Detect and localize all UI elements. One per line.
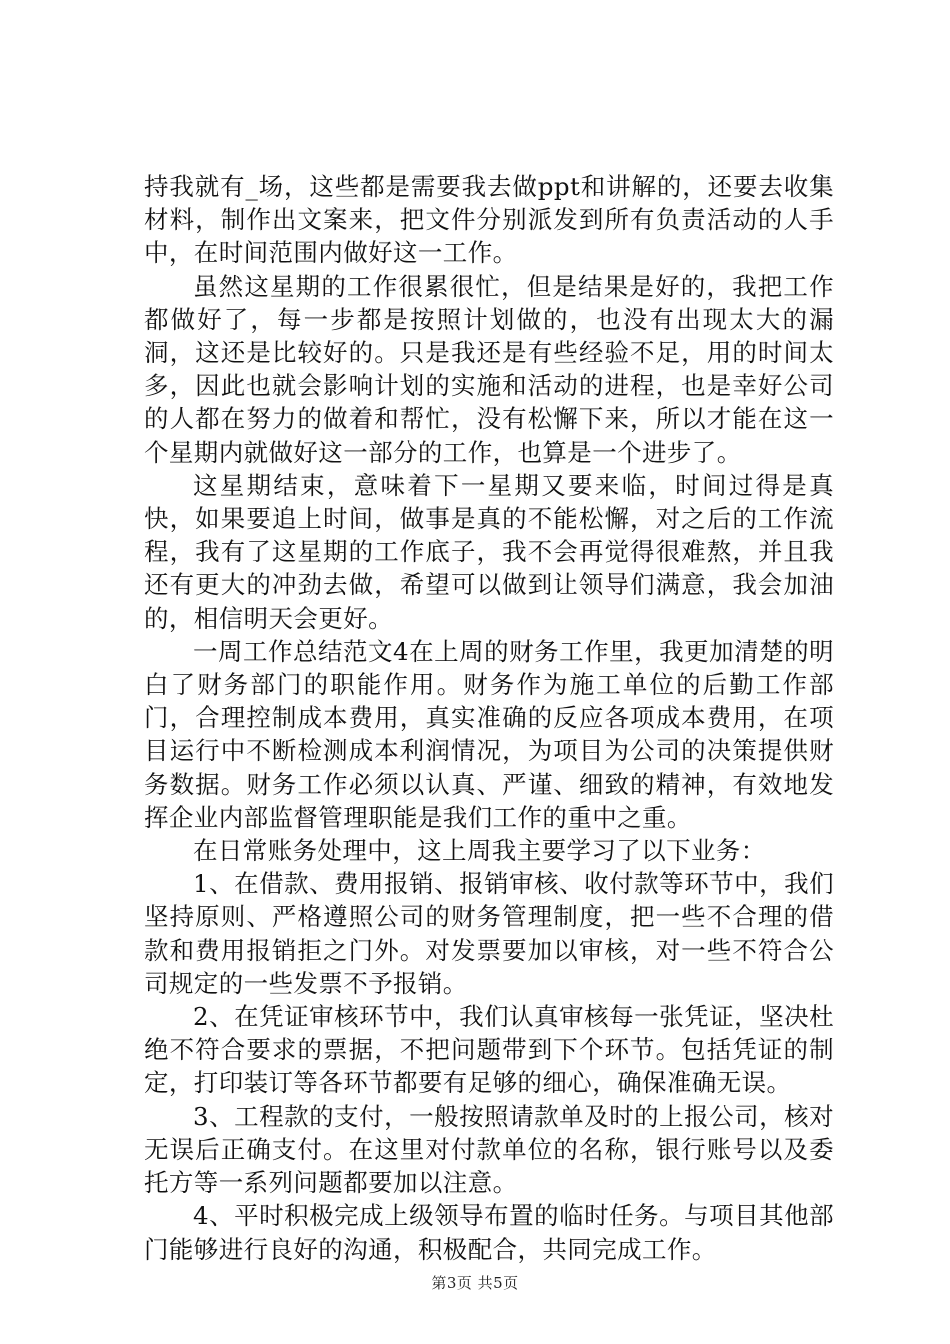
document-body: [144, 170, 834, 1266]
paragraph-9: 4、平时积极完成上级领导布置的临时任务。与项目其他部门能够进行良好的沟通，积极配合，共同完成工作。: [144, 1201, 834, 1264]
paragraph-2: 虽然这星期的工作很累很忙，但是结果是好的，我把工作都做好了，每一步都是按照计划做的，也没有出现太大的漏洞，这还是比较好的。只是我还是有些经验不足，用的时间太多，因此也就会影响计划的实施和活动的进程，也是幸好公司的人都在努力的做着和帮忙，没有松懈下来，所以才能在这一个星期内就做好这一部分的工作，也算是一个进步了。: [144, 271, 834, 467]
paragraph-5: 在日常账务处理中，这上周我主要学习了以下业务：: [193, 836, 766, 866]
paragraph-8: 3、工程款的支付，一般按照请款单及时的上报公司，核对无误后正确支付。在这里对付款单位的名称，银行账号以及委托方等一系列问题都要加以注意。: [144, 1101, 834, 1198]
page-footer: 第3页 共5页: [431, 1274, 519, 1292]
paragraph-3: 这星期结束，意味着下一星期又要来临，时间过得是真快，如果要追上时间，做事是真的不能松懈，对之后的工作流程，我有了这星期的工作底子，我不会再觉得很难熬，并且我还有更大的冲劲去做，希望可以做到让领导们满意，我会加油的，相信明天会更好。: [144, 470, 834, 633]
paragraph-6: 1、在借款、费用报销、报销审核、收付款等环节中，我们坚持原则、严格遵照公司的财务管理制度，把一些不合理的借款和费用报销拒之门外。对发票要加以审核，对一些不符合公司规定的一些发票不予报销。: [144, 869, 834, 998]
paragraph-4: 一周工作总结范文4在上周的财务工作里，我更加清楚的明白了财务部门的职能作用。财务作为施工单位的后勤工作部门，合理控制成本费用，真实准确的反应各项成本费用，在项目运行中不断检测成本利润情况，为项目为公司的决策提供财务数据。财务工作必须以认真、严谨、细致的精神，有效地发挥企业内部监督管理职能是我们工作的重中之重。: [144, 636, 834, 832]
paragraph-7: 2、在凭证审核环节中，我们认真审核每一张凭证，坚决杜绝不符合要求的票据，不把问题带到下个环节。包括凭证的制定，打印装订等各环节都要有足够的细心，确保准确无误。: [144, 1002, 834, 1098]
paragraph-1: 持我就有_场，这些都是需要我去做ppt和讲解的，还要去收集材料，制作出文案来，把文件分别派发到所有负责活动的人手中，在时间范围内做好这一工作。: [144, 172, 834, 268]
